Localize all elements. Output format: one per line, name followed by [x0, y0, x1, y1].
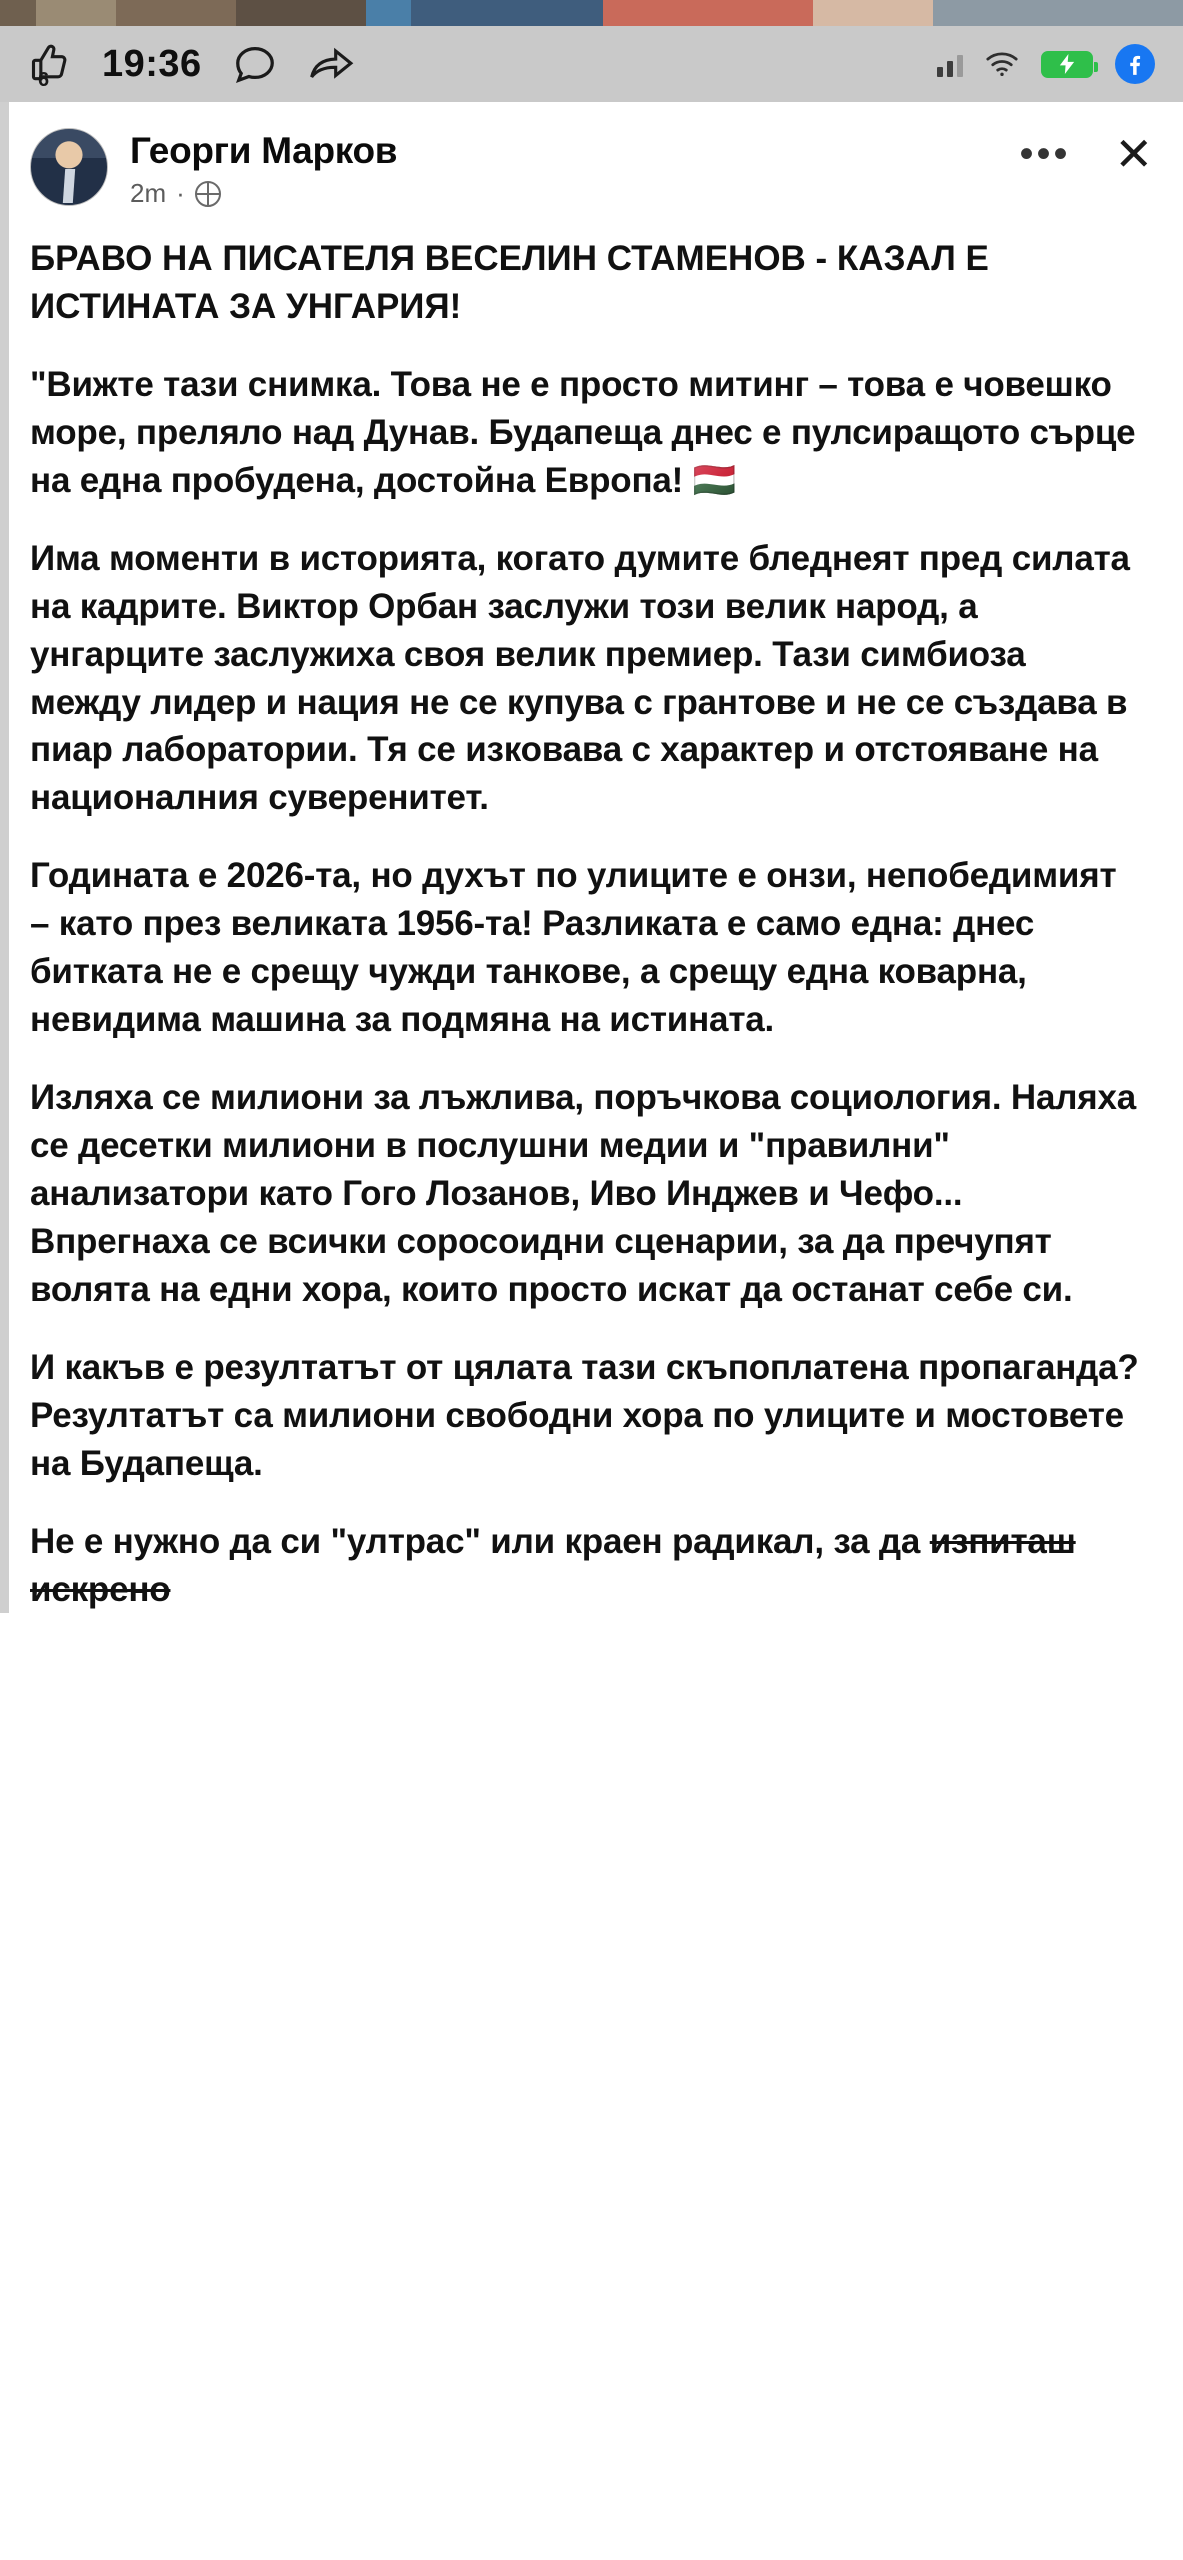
facebook-badge-icon[interactable]	[1115, 44, 1155, 84]
media-segment	[116, 0, 236, 26]
post-paragraph-truncated	[30, 1518, 1141, 1614]
comment-bubble-icon[interactable]	[232, 41, 278, 87]
post-paragraph-struck-text: изпиташ искрено	[30, 1521, 1076, 1609]
more-options-icon[interactable]: •••	[1019, 132, 1071, 177]
media-segment	[813, 0, 933, 26]
cellular-signal-icon	[937, 51, 963, 77]
globe-icon	[195, 181, 221, 207]
media-segment	[366, 0, 411, 26]
share-arrow-icon[interactable]	[308, 42, 356, 86]
post-header	[30, 128, 1153, 209]
meta-separator: ·	[176, 178, 185, 208]
post-paragraph: Изляха се милиони за лъжлива, поръчкова социология. Наляха се десетки милиони в послушни медии и "правилни" анализатори като Гого Лозанов, Иво Инджев и Чефо... Впрегнаха се всички соросоидни сценарии, за да пречупят волята на едни хора, които просто искат да останат себе си.	[30, 1078, 1137, 1309]
wifi-icon	[985, 51, 1019, 77]
media-segment	[411, 0, 603, 26]
avatar[interactable]	[30, 128, 108, 206]
post-meta	[130, 178, 397, 209]
post-body	[30, 235, 1153, 1613]
close-icon[interactable]: ✕	[1114, 128, 1153, 180]
post-paragraph: БРАВО НА ПИСАТЕЛЯ ВЕСЕЛИН СТАМЕНОВ - КАЗАЛ Е ИСТИНАТА ЗА УНГАРИЯ!	[30, 239, 989, 326]
post-author-block	[130, 128, 397, 209]
post-card	[0, 102, 1183, 1613]
post-paragraph-text: Не е нужно да си "ултрас" или краен радикал, за да	[30, 1521, 930, 1561]
media-segment	[603, 0, 813, 26]
thumbs-up-count: 6	[38, 69, 50, 91]
post-header-actions	[1019, 128, 1153, 180]
media-segment	[236, 0, 366, 26]
status-bar-left	[28, 41, 356, 91]
post-author-name[interactable]: Георги Марков	[130, 130, 398, 171]
background-media-strip	[0, 0, 1183, 26]
media-segment	[0, 0, 36, 26]
battery-charging-icon	[1041, 51, 1093, 78]
post-paragraph: Има моменти в историята, когато думите бледнеят пред силата на кадрите. Виктор Орбан заслужи този велик народ, а унгарците заслужиха своя велик премиер. Тази симбиоза между лидер и нация не се купува с грантове и не се създава в пиар лаборатории. Тя се изковава с характер и отстояване на националния суверенитет.	[30, 538, 1130, 818]
post-paragraph: И какъв е резултатът от цялата тази скъпоплатена пропаганда? Резултатът са милиони свободни хора по улиците и мостовете на Будапеща.	[30, 1347, 1139, 1483]
post-timestamp: 2m	[130, 178, 167, 208]
media-segment	[36, 0, 116, 26]
status-bar	[0, 26, 1183, 102]
media-segment	[933, 0, 1183, 26]
status-bar-clock: 19:36	[102, 42, 202, 85]
thumbs-up-icon[interactable]	[28, 42, 72, 91]
status-bar-right	[937, 44, 1155, 84]
post-paragraph: "Вижте тази снимка. Това не е просто митинг – това е човешко море, преляло над Дунав. Будапеща днес е пулсиращото сърце на една пробудена, достойна Европа! 🇭🇺	[30, 364, 1136, 500]
post-paragraph: Годината е 2026-та, но духът по улиците е онзи, непобедимият – като през великата 1956-та! Разликата е само една: днес битката не е срещу чужди танкове, а срещу една коварна, невидима машина за подмяна на истината.	[30, 856, 1117, 1040]
